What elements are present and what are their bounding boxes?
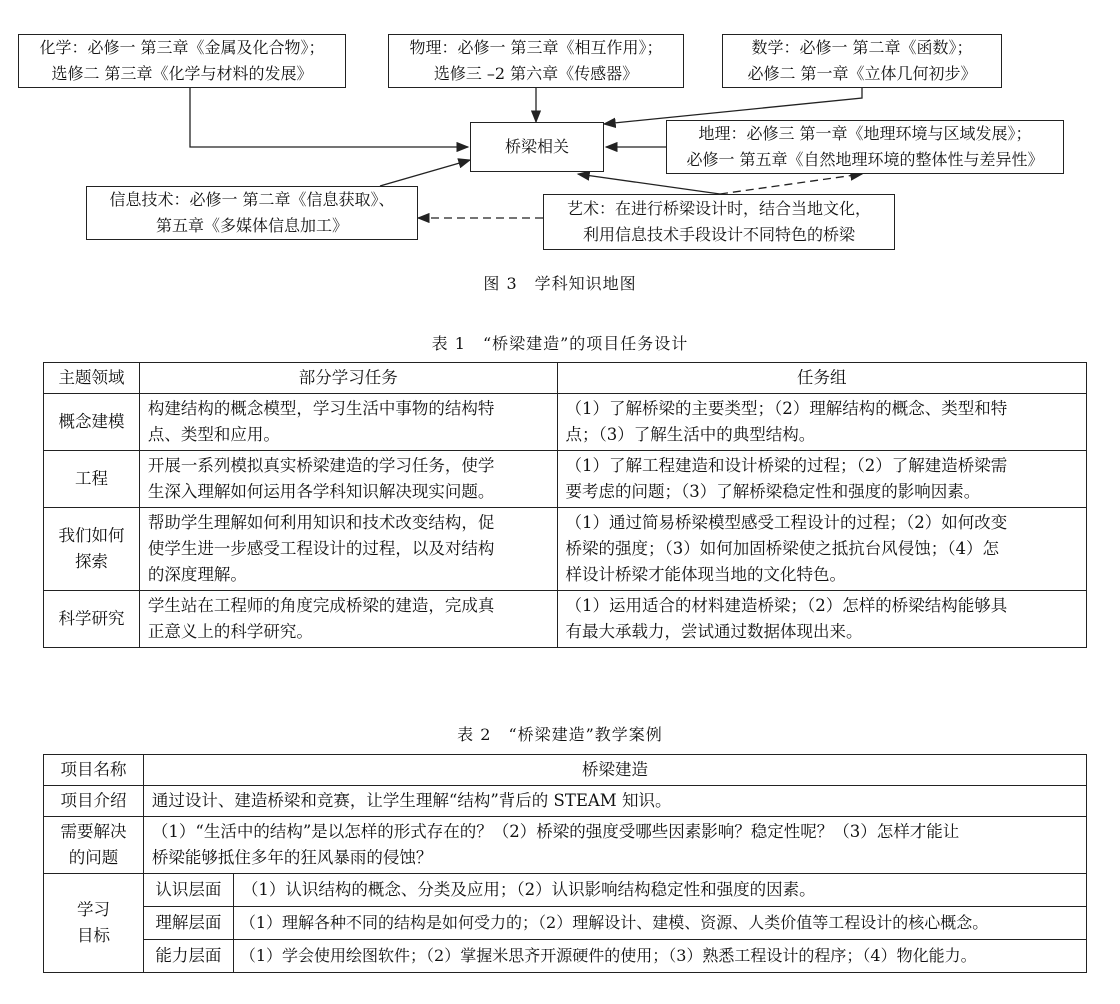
problem-text: （1）“生活中的结构”是以怎样的形式存在的？（2）桥梁的强度受哪些因素影响？稳定性呢？（3）怎样才能让 桥梁能够抵住多年的狂风暴雨的侵蚀？ — [143, 817, 1086, 874]
area-cell: 我们如何 探索 — [44, 508, 140, 591]
group-cell: （1）了解工程建造和设计桥梁的过程；（2）了解建造桥梁需 要考虑的问题；（3）了解桥梁稳定性和强度的影响因素。 — [557, 451, 1087, 508]
group-cell: （1）了解桥梁的主要类型；（2）理解结构的概念、类型和特 点；（3）了解生活中的典型结构。 — [557, 394, 1087, 451]
table1 — [43, 362, 1087, 648]
area-cell: 工程 — [44, 451, 140, 508]
table1-title: 表 1 “桥梁建造”的项目任务设计 — [431, 334, 689, 353]
table-row — [44, 508, 1087, 591]
goal-text: （1）学会使用绘图软件；（2）掌握米思齐开源硬件的使用；（3）熟悉工程设计的程序；（4）物化能力。 — [233, 940, 1086, 973]
node-physics: 物理：必修一 第三章《相互作用》； 选修三 –2 第六章《传感器》 — [388, 34, 684, 88]
task-cell: 开展一系列模拟真实桥梁建造的学习任务，使学 生深入理解如何运用各学科知识解决现实问题。 — [139, 451, 557, 508]
node-chemistry: 化学：必修一 第三章《金属及化合物》； 选修二 第三章《化学与材料的发展》 — [18, 34, 346, 88]
table-row — [44, 940, 1087, 973]
table-row — [44, 591, 1087, 648]
table1-header: 主题领域 — [44, 363, 140, 394]
node-math: 数学：必修一 第二章《函数》； 必修二 第一章《立体几何初步》 — [722, 34, 1002, 88]
dashed-arrow-art-geography — [720, 174, 862, 194]
task-cell: 帮助学生理解如何利用知识和技术改变结构，促 使学生进一步感受工程设计的过程，以及对结构 的深度理解。 — [139, 508, 557, 591]
project-name: 桥梁建造 — [143, 755, 1086, 786]
node-center: 桥梁相关 — [470, 122, 604, 172]
goal-level: 理解层面 — [143, 907, 233, 940]
problem-label: 需要解决 的问题 — [44, 817, 144, 874]
table1-header: 部分学习任务 — [139, 363, 557, 394]
goal-level: 能力层面 — [143, 940, 233, 973]
goal-text: （1）认识结构的概念、分类及应用；（2）认识影响结构稳定性和强度的因素。 — [233, 874, 1086, 907]
table-row — [44, 451, 1087, 508]
arrow-art — [578, 174, 720, 194]
intro-text: 通过设计、建造桥梁和竞赛，让学生理解“结构”背后的 STEAM 知识。 — [143, 786, 1086, 817]
goal-level: 认识层面 — [143, 874, 233, 907]
table1-header: 任务组 — [557, 363, 1087, 394]
arrow-math — [604, 87, 862, 124]
intro-label: 项目介绍 — [44, 786, 144, 817]
table-row — [44, 874, 1087, 907]
table-row — [44, 817, 1087, 874]
goal-text: （1）理解各种不同的结构是如何受力的；（2）理解设计、建模、资源、人类价值等工程设计的核心概念。 — [233, 907, 1086, 940]
table-row — [44, 907, 1087, 940]
node-art: 艺术：在进行桥梁设计时，结合当地文化， 利用信息技术手段设计不同特色的桥梁 — [543, 194, 895, 250]
project-name-label: 项目名称 — [44, 755, 144, 786]
table1-header-row — [44, 363, 1087, 394]
task-cell: 构建结构的概念模型，学习生活中事物的结构特 点、类型和应用。 — [139, 394, 557, 451]
table-row — [44, 394, 1087, 451]
node-it: 信息技术：必修一 第二章《信息获取》、 第五章《多媒体信息加工》 — [86, 186, 418, 240]
arrow-chemistry — [190, 87, 468, 147]
table2-title: 表 2 “桥梁建造”教学案例 — [457, 725, 663, 744]
table-row — [44, 755, 1087, 786]
task-cell: 学生站在工程师的角度完成桥梁的建造，完成真 正意义上的科学研究。 — [139, 591, 557, 648]
area-cell: 科学研究 — [44, 591, 140, 648]
goal-label: 学习 目标 — [44, 874, 144, 973]
node-geography: 地理：必修三 第一章《地理环境与区域发展》； 必修一 第五章《自然地理环境的整体性与差异性》 — [666, 120, 1064, 174]
figure-caption: 图 3 学科知识地图 — [483, 274, 637, 293]
group-cell: （1）运用适合的材料建造桥梁；（2）怎样的桥梁结构能够具 有最大承载力，尝试通过数据体现出来。 — [557, 591, 1087, 648]
group-cell: （1）通过简易桥梁模型感受工程设计的过程；（2）如何改变 桥梁的强度；（3）如何加固桥梁使之抵抗台风侵蚀；（4）怎 样设计桥梁才能体现当地的文化特色。 — [557, 508, 1087, 591]
area-cell: 概念建模 — [44, 394, 140, 451]
table-row — [44, 786, 1087, 817]
table2 — [43, 754, 1087, 973]
arrow-it — [380, 160, 470, 186]
